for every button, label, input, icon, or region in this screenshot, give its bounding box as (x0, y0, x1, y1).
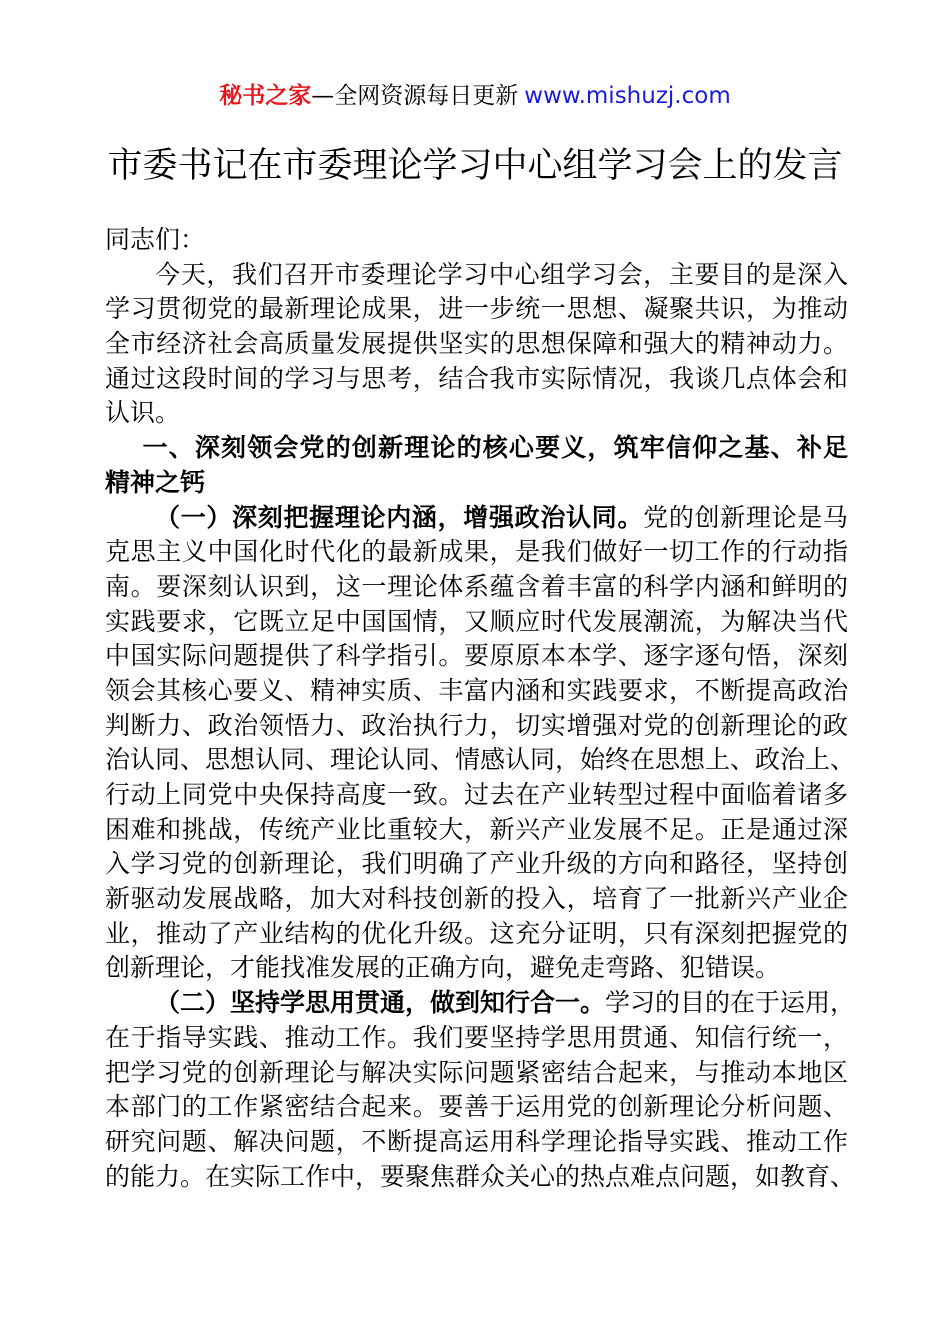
body-text: 全市经济社会高质量发展提供坚实的思想保障和强大的精神动力。 (105, 329, 848, 359)
text-line (105, 1160, 856, 1195)
body-text: 把学习党的创新理论与解决实际问题紧密结合起来，与推动本地区 (105, 1057, 848, 1087)
text-line (105, 535, 848, 570)
body-text: 的能力。在实际工作中，要聚焦群众关心的热点难点问题，如教育、 (105, 1161, 856, 1191)
text-line (105, 743, 856, 778)
body-text: 业，推动了产业结构的优化升级。这充分证明，只有深刻把握党的 (105, 918, 848, 948)
text-line (105, 674, 848, 709)
body-text: 治认同、思想认同、理论认同、情感认同，始终在思想上、政治上、 (105, 745, 856, 775)
brand-logo-text: 秘书之家 (219, 83, 312, 109)
text-line (105, 639, 848, 674)
text-line (105, 292, 848, 327)
text-line (105, 431, 848, 466)
text-line (105, 1125, 848, 1160)
text-line (105, 847, 848, 882)
text-line (105, 917, 848, 952)
text-line (105, 1021, 848, 1056)
body-text: 中国实际问题提供了科学指引。要原原本本学、逐字逐句悟，深刻 (105, 641, 848, 671)
text-line (105, 951, 848, 986)
body-text: 本部门的工作紧密结合起来。要善于运用党的创新理论分析问题、 (105, 1092, 848, 1122)
body-text: 南。要深刻认识到，这一理论体系蕴含着丰富的科学内涵和鲜明的 (105, 571, 848, 601)
body-text: 入学习党的创新理论，我们明确了产业升级的方向和路径，坚持创 (105, 849, 848, 879)
bold-heading-text: （一）深刻把握理论内涵，增强政治认同。 (155, 502, 644, 532)
body-text: 党的创新理论是马 (643, 502, 848, 532)
header-tagline: —全网资源每日更新 (311, 83, 519, 109)
document-title: 市委书记在市委理论学习中心组学习会上的发言 (107, 146, 843, 186)
text-line (105, 362, 848, 397)
text-line (105, 778, 848, 813)
document-body (105, 223, 856, 1194)
body-text: 今天，我们召开市委理论学习中心组学习会，主要目的是深入 (155, 259, 848, 289)
bold-heading-text: 精神之钙 (105, 467, 206, 497)
text-line (105, 501, 848, 536)
body-text: 认识。 (105, 398, 181, 428)
text-line (105, 258, 848, 293)
body-text: 克思主义中国化时代化的最新成果，是我们做好一切工作的行动指 (105, 537, 848, 567)
site-url-link[interactable]: www.mishuzj.com (524, 83, 731, 109)
body-text: 学习的目的在于运用， (605, 988, 856, 1018)
text-line (105, 986, 856, 1021)
text-line (105, 466, 848, 501)
body-text: 实践要求，它既立足中国国情，又顺应时代发展潮流，为解决当代 (105, 606, 848, 636)
body-text: 通过这段时间的学习与思考，结合我市实际情况，我谈几点体会和 (105, 363, 848, 393)
body-text: 在于指导实践、推动工作。我们要坚持学思用贯通、知信行统一， (105, 1022, 848, 1052)
body-text: 行动上同党中央保持高度一致。过去在产业转型过程中面临着诸多 (105, 780, 848, 809)
text-line (105, 1090, 848, 1125)
text-line (105, 327, 848, 362)
body-text: 研究问题、解决问题，不断提高运用科学理论指导实践、推动工作 (105, 1126, 848, 1156)
body-text: 同志们： (105, 225, 206, 254)
text-line (105, 223, 848, 258)
bold-heading-text: （二）坚持学思用贯通，做到知行合一。 (155, 988, 606, 1018)
text-line (105, 813, 848, 848)
text-line (105, 570, 848, 605)
text-line (105, 709, 848, 744)
text-line (105, 1056, 848, 1091)
bold-heading-text: 一、深刻领会党的创新理论的核心要义，筑牢信仰之基、补足 (142, 433, 848, 463)
body-text: 判断力、政治领悟力、政治执行力，切实增强对党的创新理论的政 (105, 710, 848, 740)
text-line (105, 882, 848, 917)
body-text: 创新理论，才能找准发展的正确方向，避免走弯路、犯错误。 (105, 953, 781, 983)
body-text: 困难和挑战，传统产业比重较大，新兴产业发展不足。正是通过深 (105, 814, 848, 844)
text-line (105, 396, 848, 431)
body-text: 领会其核心要义、精神实质、丰富内涵和实践要求，不断提高政治 (105, 675, 848, 705)
body-text: 学习贯彻党的最新理论成果，进一步统一思想、凝聚共识，为推动 (105, 294, 848, 324)
text-line (105, 605, 848, 640)
body-text: 新驱动发展战略，加大对科技创新的投入，培育了一批新兴产业企 (105, 884, 848, 914)
site-header (0, 80, 950, 112)
